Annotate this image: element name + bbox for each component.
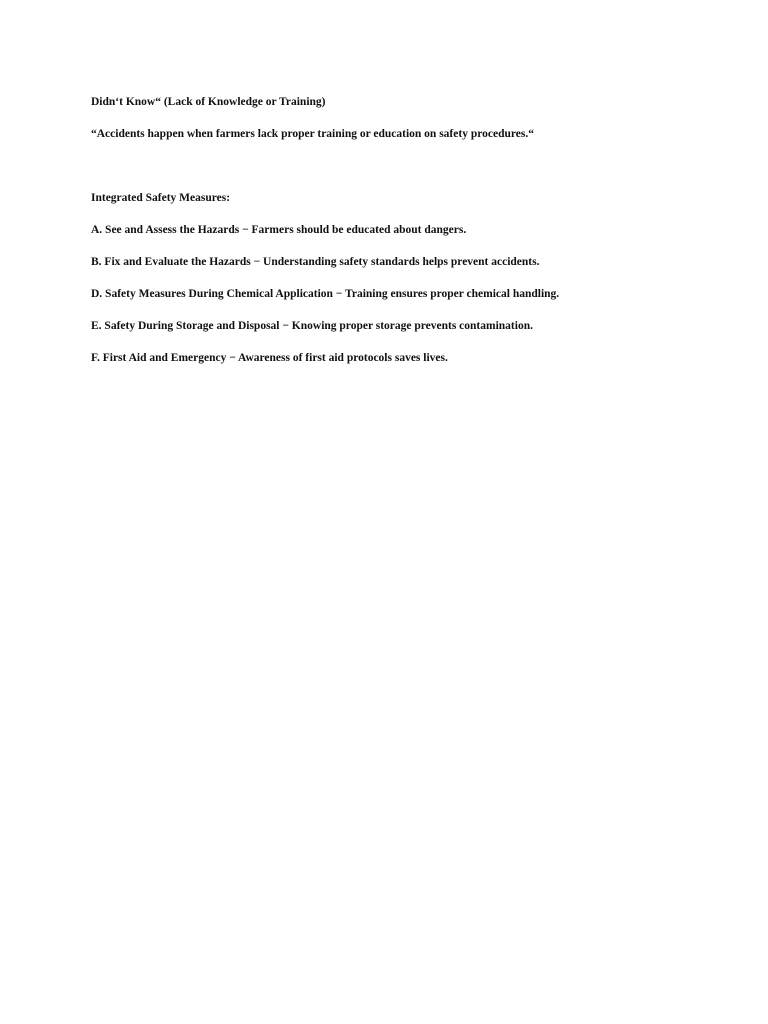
measure-item-e: E. Safety During Storage and Disposal − Knowing proper storage prevents contamination.: [91, 320, 533, 332]
document-heading: Didn‘t Know“ (Lack of Knowledge or Training): [91, 96, 326, 108]
measure-item-a: A. See and Assess the Hazards − Farmers should be educated about dangers.: [91, 224, 467, 236]
measure-item-d: D. Safety Measures During Chemical Application − Training ensures proper chemical handling.: [91, 288, 560, 300]
measure-item-f: F. First Aid and Emergency − Awareness of first aid protocols saves lives.: [91, 352, 448, 364]
quote-text: “Accidents happen when farmers lack proper training or education on safety procedures.“: [91, 128, 534, 140]
measure-item-b: B. Fix and Evaluate the Hazards − Understanding safety standards helps prevent accidents.: [91, 256, 540, 268]
document-body: [91, 94, 731, 382]
section-title: Integrated Safety Measures:: [91, 192, 231, 204]
